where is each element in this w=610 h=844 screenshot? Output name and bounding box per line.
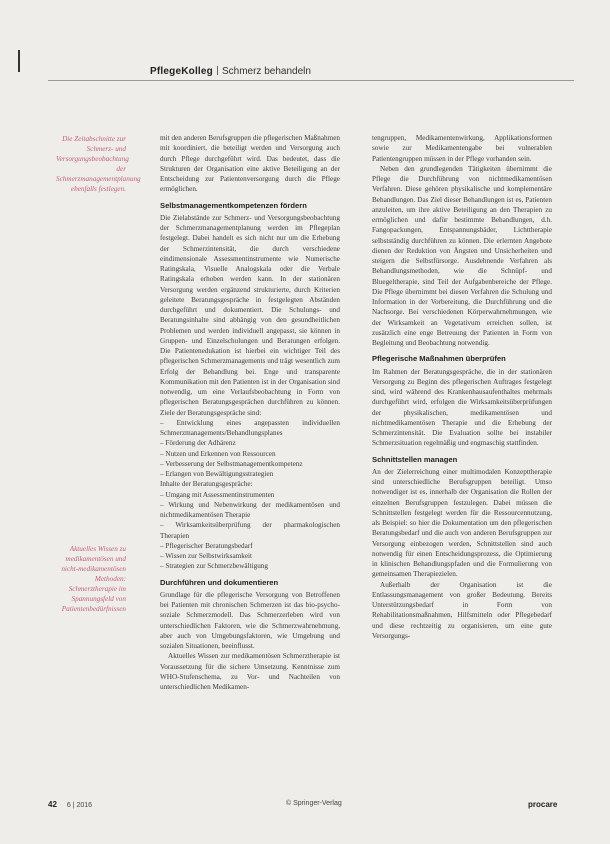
col2-paragraph-1: tengruppen, Medikamentenwirkung, Applikationsformen sowie zur Medikamentengabe bei vulnerablen Patientengruppen müssen in der Pflege vorhanden sein. (372, 134, 552, 163)
footer-left (48, 800, 92, 809)
col2-paragraph-4: An der Zielerreichung einer multimodalen Konzepttherapie sind unterschiedliche Berufsgruppen beteiligt. Umso notwendiger ist es, innerhalb der Organisation die Rollen der einzelnen Berufsgruppen festzulegen. Dabei müssen die Schnittstellen festgelegt werden für die Ressourcennutzung, als Beispiel: so hier die Dokumentation um den pflegerischen Beratungsbedarf und die auch von anderen Berufsgruppen zur Versorgung einbezogen werden, Schnittstellen sind auch notwendig für einen Entscheidungsprozess, die Optimierung in klinischen Behandlungspfaden und die Formulierung von gemeinsamen Therapiezielen. (372, 467, 552, 579)
list-item: – Wissen zur Selbstwirksamkeit (160, 552, 253, 560)
col1-heading-1: Selbstmanagementkompetenzen fördern (160, 200, 307, 210)
side-note-1: Die Zeitabschnitte zur Schmerz- und Versorgungsbeobachtung der Schmerzmanagementplanung ebenfalls festlegen. (56, 135, 141, 193)
header-brand: PflegeKolleg (150, 66, 213, 77)
list-item: – Erlangen von Bewältigungsstrategien (160, 470, 274, 478)
footer-publisher: © Springer-Verlag (286, 800, 342, 807)
col1-paragraph-3: Aktuelles Wissen zur medikamentösen Schmerztherapie ist Voraussetzung für die sichere Umsetzung. Kenntnisse zum WHO-Stufenschema, zu Vor- und Nachteilen von unterschiedlichen Medikamen- (160, 652, 340, 691)
col1-paragraph-1: Die Zielabstände zur Schmerz- und Versorgungsbeobachtung der Schmerzmanagementplanung werden im Pflegeplan festgelegt. Dabei handelt es sich nicht nur um die Erhebung der Schmerzintensität, die durch verschiedene eindimensionale Assessmentinstrumente wie Numerische Ratingskala, Visuelle Analogskala oder die Verbale Ratingskala erhoben werden kann. In der stationären Versorgung werden ergänzend strukturierte, durch Kriterien geleitete Beratungsgespräche in festgelegten Abständen durchgeführt und dokumentiert. Die Schulungs- und Beratungsinhalte sind abhängig von den gesundheitlichen Problemen und werden individuell angepasst, sie können in Gruppen- und Einzelschulungen und Beratungen erfolgen. Die Patientenedukation ist hierbei ein wichtiger Teil des pflegerischen Schmerzmanagements und trägt wesentlich zum Erfolg der Behandlung bei. Enge und transparente Kommunikation mit den Patienten ist in der Organisation sind notwendig, um eine Verlaufsbeobachtung in Form von pflegerischen Beratungsgesprächen durchführen zu können. Ziele der Beratungsgespräche sind: (160, 213, 340, 417)
col2-paragraph-3: Im Rahmen der Beratungsgespräche, die in der stationären Versorgung zu Beginn des pflegerischen Auftrages festgelegt sind, wird während des Krankenhausaufenthaltes mehrmals durchgeführt wird, erfolgen die Wirksamkeitsüberprüfungen der physikalischen, medikamentösen und nichtmedikamentösen Therapie und die Erhebung der Schmerzintensität. Die Evaluation sollte bei instabiler Schmerzsituation regelmäßig und engmaschig stattfinden. (372, 367, 552, 448)
col1-paragraph-2: Grundlage für die pflegerische Versorgung von Betroffenen bei Patienten mit chronischen Schmerzen ist das bio-psycho-soziale Schmerzmodell. Das Schmerzerleben wird von unterschiedlichen Faktoren, wie die Schmerzwahrnehmung, aber auch von Umgebungsfaktoren, wie Umgebung und sozialen Situationen, beeinflusst. (160, 590, 340, 650)
footer-brand: procare (528, 800, 558, 809)
col1-intro: mit den anderen Berufsgruppen die pflegerischen Maßnahmen mit koordiniert, die beteiligt werden und Versorgung auch durch Pflege durchgeführt wird. Das bedeutet, dass die Strukturen der Organisation eine aktive Beteiligung an der Entscheidung zur Patientenversorgung durch die Pflege ermöglichen. (160, 134, 340, 194)
list-item: – Strategien zur Schmerzbewältigung (160, 562, 268, 571)
column-right (372, 133, 552, 641)
list-item: – Wirksamkeitsüberprüfung der pharmakologischen Therapien (160, 521, 340, 540)
col2-paragraph-2: Neben den grundlegenden Tätigkeiten übernimmt die Pflege die Durchführung von nichtmedikamentösen Verfahren. Diese gehören physikalische und komplementäre Behandlungen. Das Ziel dieser Behandlungen ist es, Patienten anzuleiten, um ihre aktive Beteiligung an den Therapien zu ermöglichen und dafür bestimmte Behandlungen, d.h. Fangopackungen, Entspannungsbäder, Lichttherapie selbstständig durchführen zu können. Die erlernten Angebote dienen der Reduktion von Ängsten und Unsicherheiten und steigern die Selbstfürsorge. Ausdehnende Verfahren als Behandlungsmethoden, wie die Schnüpf- und Bluegeltherapie, sind Teil der Aufgabenbereiche der Pflege. Die Pflege übernimmt bei diesen Verfahren die Schulung und Information in der Vorbereitung, die Durchführung und die Nachsorge. Bei verschiedenen Körperwahrnehmungen, wie der Wirksamkeit an Vegetativum erreichen sollen, ist zusätzlich eine enge Betreuung der Patienten in Form von Begleitung und Beobachtung notwendig. (372, 164, 552, 347)
list-item: – Umgang mit Assessmentinstrumenten (160, 490, 275, 499)
col2-paragraph-5: Außerhalb der Organisation ist die Entlassungsmanagement von großer Bedeutung. Bereits Unterstützungsbedarf in Form von Rehabilitationsmaßnahmen, Hilfsmitteln oder Pflegebedarf und diese rechtzeitig zu organisieren, um eine gute Versorgungs- (372, 580, 552, 640)
page-number: 42 (48, 800, 57, 809)
col2-heading-1: Pflegerische Maßnahmen überprüfen (372, 354, 506, 364)
issue-info: 6 | 2016 (66, 802, 93, 809)
list-item: – Wirkung und Nebenwirkung der medikamentösen und nichtmedikamentösen Therapie (160, 500, 340, 519)
list-item: – Pflegerischer Beratungsbedarf (160, 541, 253, 550)
col1-list (160, 418, 340, 572)
header-separator (217, 66, 218, 75)
running-header (150, 66, 311, 77)
col1-heading-2: Durchführen und dokumentieren (160, 577, 279, 587)
list-item: – Verbesserung der Selbstmanagementkompetenz (160, 459, 303, 468)
list-item: Inhalte der Beratungsgespräche: (160, 480, 253, 489)
header-rule (48, 80, 574, 81)
list-item: – Förderung der Adhärenz (160, 439, 236, 448)
list-item: – Nutzen und Erkennen von Ressourcen (160, 449, 276, 458)
side-note-2: Aktuelles Wissen zu medikamentösen und nicht-medikamentösen Methoden: Schmerztherapie im Spannungsfeld von Patientenbedürfnissen (61, 545, 126, 613)
margin-marker (18, 50, 20, 72)
col2-heading-2: Schnittstellen managen (372, 454, 458, 464)
column-left (160, 133, 340, 692)
header-topic: Schmerz behandeln (221, 66, 311, 77)
list-item: – Entwicklung eines angepassten individuellen Schmerzmanagements/Behandlungsplanes (160, 418, 340, 437)
